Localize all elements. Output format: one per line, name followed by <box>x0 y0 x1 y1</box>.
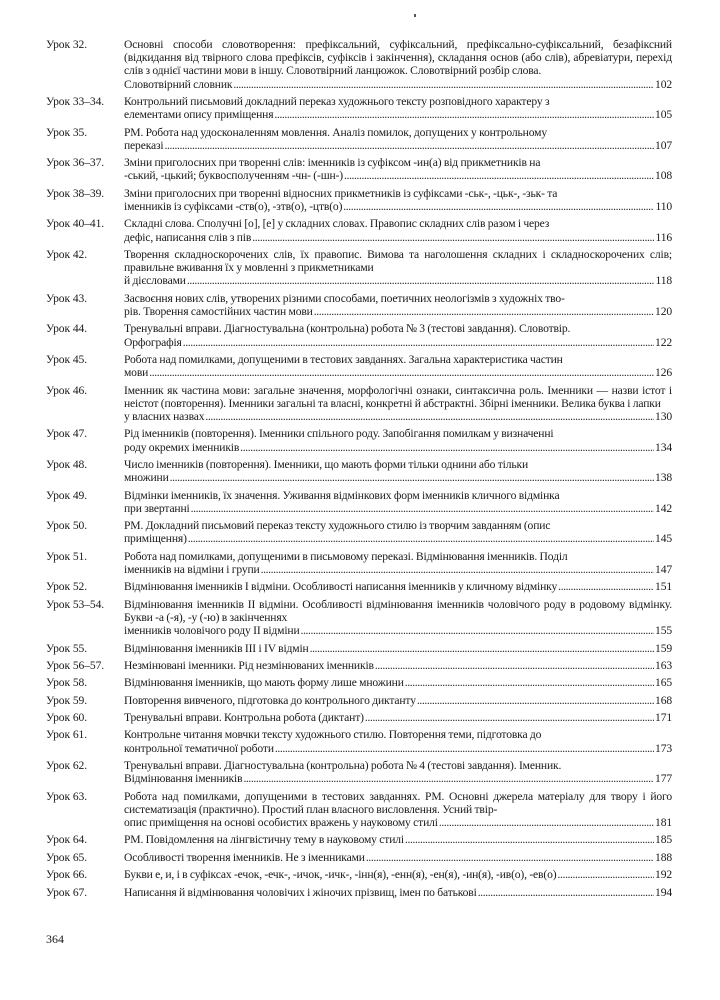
lesson-label: Урок 55. <box>46 641 88 655</box>
toc-entry <box>46 489 672 515</box>
entry-body <box>124 790 672 830</box>
dot-leader <box>191 502 654 515</box>
entry-body <box>124 851 672 864</box>
lesson-label: Урок 64. <box>46 833 88 847</box>
lesson-label: Урок 42. <box>46 247 88 261</box>
entry-last-line <box>124 78 672 91</box>
entry-body <box>124 353 672 379</box>
dot-leader <box>261 563 654 576</box>
entry-page-number: 107 <box>655 138 672 152</box>
toc-entry <box>46 790 672 830</box>
lesson-label: Урок 67. <box>46 885 88 899</box>
dot-leader <box>240 441 654 454</box>
entry-title-end: Словотвірний словник <box>124 77 233 91</box>
entry-title-text: Контрольне читання мовчки тексту художнього стилю. Повторення теми, підготовка до <box>124 728 542 742</box>
entry-page-number: 122 <box>655 335 672 349</box>
toc-entry <box>46 126 672 152</box>
entry-body <box>124 550 672 576</box>
entry-title-text: Робота над помилками, допущеними в тестових завданнях. РМ. Основні джерела матеріалу для твору і його систематизація (практично). Простий план власного висловлення. Усний твір- <box>124 789 672 816</box>
dot-leader <box>188 532 654 545</box>
entry-last-line <box>124 580 672 593</box>
toc-entry <box>46 519 672 545</box>
lesson-label: Урок 32. <box>46 38 88 51</box>
toc-entry <box>46 322 672 348</box>
entry-page-number: 155 <box>655 624 672 638</box>
toc-entry <box>46 642 672 655</box>
entry-title-end: іменників чоловічого роду II відміни <box>124 624 300 638</box>
entry-last-line <box>124 851 672 864</box>
dot-leader <box>343 200 654 213</box>
entry-last-line <box>124 441 672 454</box>
lesson-label: Урок 47. <box>46 427 88 441</box>
entry-last-line <box>124 563 672 576</box>
dot-leader <box>366 851 654 864</box>
entry-page-number: 134 <box>655 440 672 454</box>
toc-entry <box>46 868 672 881</box>
entry-title-end: Незмінювані іменники. Рід незмінюваних іменників <box>124 658 374 672</box>
entry-title-end: РМ. Повідомлення на лінгвістичну тему в науковому стилі <box>124 833 404 847</box>
lesson-label: Урок 60. <box>46 711 88 725</box>
lesson-label: Урок 44. <box>46 322 88 336</box>
entry-page-number: 188 <box>655 850 672 864</box>
entry-body <box>124 217 672 243</box>
entry-last-line <box>124 231 672 244</box>
entry-title-text: Рід іменників (повторення). Іменники спільного роду. Запобігання помилкам у визначенні <box>124 427 554 441</box>
lesson-label: Урок 66. <box>46 868 88 882</box>
entry-body <box>124 759 672 785</box>
lesson-label: Урок 52. <box>46 580 88 594</box>
lesson-label: Урок 43. <box>46 291 88 305</box>
entry-body <box>124 458 672 484</box>
entry-page-number: 120 <box>655 304 672 318</box>
entry-title-end: Відмінювання іменників <box>124 772 243 786</box>
entry-title-end: контрольної тематичної роботи <box>124 741 274 755</box>
entry-title-end: Написання й відмінювання чоловічих і жіночих прізвищ, імен по батькові <box>124 885 477 899</box>
toc-entry <box>46 659 672 672</box>
entry-last-line <box>124 200 672 213</box>
entry-title-end: -ський, -цький; буквосполученням -чн- (-шн-) <box>124 169 343 183</box>
entry-last-line <box>124 886 672 899</box>
entry-title-end: Відмінювання іменників I відміни. Особливості написання іменників у кличному відмінку <box>124 580 558 594</box>
toc-entry <box>46 217 672 243</box>
entry-page-number: 130 <box>655 409 672 423</box>
dot-leader <box>149 366 654 379</box>
lesson-label: Урок 33–34. <box>46 95 105 108</box>
entry-title-end: мови <box>124 366 149 380</box>
dot-leader <box>365 711 654 724</box>
lesson-label: Урок 46. <box>46 383 88 397</box>
entry-title-text: Контрольний письмовий докладний переказ художнього тексту розповідного характеру з <box>124 95 550 108</box>
dot-leader <box>165 139 655 152</box>
lesson-label: Урок 45. <box>46 352 88 366</box>
dot-leader <box>275 742 654 755</box>
lesson-label: Урок 38–39. <box>46 186 105 200</box>
entry-page-number: 151 <box>655 580 672 594</box>
toc-entry <box>46 458 672 484</box>
toc-entry <box>46 38 672 91</box>
dot-leader <box>310 642 654 655</box>
dot-leader <box>478 886 654 899</box>
dot-leader <box>301 624 655 637</box>
dot-leader <box>417 694 654 707</box>
entry-page-number: 165 <box>655 676 672 690</box>
entry-title-end: роду окремих іменників <box>124 440 240 454</box>
entry-page-number: 181 <box>655 816 672 830</box>
entry-title-end: Відмінювання іменників III і IV відмін <box>124 641 309 655</box>
entry-body <box>124 384 672 424</box>
entry-last-line <box>124 274 672 287</box>
entry-title-end: елементами опису приміщення <box>124 108 274 122</box>
dot-leader <box>344 169 654 182</box>
entry-title-text: Основні способи словотворення: префіксальний, суфіксальний, префіксально-суфіксальний, безафіксний (відкидання від твірного слова префіксів, суфіксів і закінчення), складання основ (або слів), абревіатури, перехід слів з однієї частини мови в іншу. Словотвірний ланцюжок. Словотвірний розбір слова. <box>124 38 672 78</box>
dot-leader <box>375 659 654 672</box>
lesson-label: Урок 63. <box>46 789 88 803</box>
entry-page-number: 102 <box>655 77 672 91</box>
entry-body <box>124 322 672 348</box>
lesson-label: Урок 36–37. <box>46 156 105 170</box>
lesson-label: Урок 59. <box>46 693 88 707</box>
entry-last-line <box>124 772 672 785</box>
lesson-label: Урок 56–57. <box>46 658 105 672</box>
entry-title-end: й дієсловами <box>124 274 186 288</box>
entry-last-line <box>124 471 672 484</box>
toc-entry <box>46 676 672 689</box>
entry-title-end: іменників на відміни і групи <box>124 562 260 576</box>
toc-entry <box>46 598 672 638</box>
entry-title-text: Засвоєння нових слів, утворених різними способами, поетичних неологізмів з художніх тво- <box>124 291 565 305</box>
entry-last-line <box>124 410 672 423</box>
entry-body <box>124 598 672 638</box>
lesson-label: Урок 35. <box>46 125 88 139</box>
entry-page-number: 194 <box>655 885 672 899</box>
entry-page-number: 126 <box>655 366 672 380</box>
lesson-label: Урок 61. <box>46 728 88 742</box>
entry-title-end: переказі <box>124 138 164 152</box>
entry-title-text: Робота над помилками, допущеними в письмовому переказі. Відмінювання іменників. Поділ <box>124 549 568 563</box>
toc-entry <box>46 886 672 899</box>
entry-page-number: 110 <box>655 199 672 213</box>
entry-title-text: Творення складноскорочених слів, їх правопис. Вимова та наголошення складних і складноскорочених слів; правильне вживання їх у мовленні з прикметниками <box>124 247 672 275</box>
entry-title-text: РМ. Докладний письмовий переказ тексту художнього стилю із творчим завданням (опис <box>124 519 551 533</box>
entry-title-text: Відмінки іменників, їх значення. Уживання відмінкових форм іменників кличного відмінка <box>124 488 560 502</box>
entry-title-text: Тренувальні вправи. Діагностувальна (контрольна) робота № 4 (тестові завдання). Іменник. <box>124 759 562 773</box>
entry-page-number: 105 <box>655 108 672 122</box>
lesson-label: Урок 49. <box>46 488 88 502</box>
toc-entry <box>46 248 672 288</box>
entry-page-number: 145 <box>655 532 672 546</box>
entry-last-line <box>124 659 672 672</box>
entry-last-line <box>124 868 672 881</box>
entry-page-number: 171 <box>655 711 672 725</box>
entry-title-end: Особливості творення іменників. Не з іменниками <box>124 850 365 864</box>
print-speck <box>414 14 416 17</box>
entry-last-line <box>124 642 672 655</box>
entry-title-end: у власних назвах <box>124 409 205 423</box>
entry-page-number: 138 <box>655 471 672 485</box>
dot-leader <box>243 772 654 785</box>
entry-title-end: Повторення вивченого, підготовка до контрольного диктанту <box>124 693 416 707</box>
entry-title-end: Тренувальні вправи. Контрольна робота (диктант) <box>124 711 364 725</box>
entry-last-line <box>124 366 672 379</box>
entry-title-end: при звертанні <box>124 501 190 515</box>
lesson-label: Урок 50. <box>46 519 88 533</box>
entry-body <box>124 292 672 318</box>
entry-last-line <box>124 336 672 349</box>
entry-title-end: множини <box>124 471 169 485</box>
entry-title-end: рів. Творення самостійних частин мови <box>124 304 313 318</box>
dot-leader <box>557 868 654 881</box>
toc-entry <box>46 759 672 785</box>
toc-entry <box>46 95 672 121</box>
entry-page-number: 163 <box>655 658 672 672</box>
dot-leader <box>405 833 654 846</box>
toc-entry <box>46 292 672 318</box>
entry-body <box>124 694 672 707</box>
dot-leader <box>558 580 654 593</box>
entry-last-line <box>124 833 672 846</box>
toc-entry <box>46 427 672 453</box>
entry-last-line <box>124 139 672 152</box>
entry-body <box>124 38 672 91</box>
lesson-label: Урок 62. <box>46 759 88 773</box>
lesson-label: Урок 58. <box>46 676 88 690</box>
dot-leader <box>205 410 654 423</box>
dot-leader <box>439 816 654 829</box>
entry-title-text: Відмінювання іменників II відміни. Особливості відмінювання іменників чоловічого роду в родовому відмінку. Букви -а (-я), -у (-ю) в закінченнях <box>124 597 672 624</box>
entry-title-text: Зміни приголосних при творенні слів: іменників із суфіксом -ин(а) від прикметників на <box>124 156 541 170</box>
entry-last-line <box>124 532 672 545</box>
dot-leader <box>183 336 654 349</box>
entry-body <box>124 868 672 881</box>
entry-last-line <box>124 742 672 755</box>
entry-page-number: 108 <box>655 169 672 183</box>
entry-page-number: 173 <box>655 741 672 755</box>
entry-last-line <box>124 502 672 515</box>
entry-body <box>124 711 672 724</box>
entry-body <box>124 833 672 846</box>
entry-title-end: іменників із суфіксами -ств(о), -зтв(о), -цтв(о) <box>124 199 343 213</box>
entry-title-end: дефіс, написання слів з пів <box>124 230 252 244</box>
toc-entry <box>46 187 672 213</box>
dot-leader <box>170 471 654 484</box>
entry-body <box>124 489 672 515</box>
toc-entry <box>46 711 672 724</box>
toc-entry <box>46 384 672 424</box>
entry-page-number: 192 <box>655 868 672 882</box>
table-of-contents <box>46 38 672 903</box>
dot-leader <box>187 274 655 287</box>
entry-page-number: 147 <box>655 562 672 576</box>
toc-entry <box>46 353 672 379</box>
entry-body <box>124 427 672 453</box>
entry-body <box>124 519 672 545</box>
entry-page-number: 116 <box>655 230 672 244</box>
toc-entry <box>46 851 672 864</box>
dot-leader <box>274 108 654 121</box>
entry-last-line <box>124 694 672 707</box>
entry-last-line <box>124 711 672 724</box>
entry-title-text: Складні слова. Сполучні [о], [е] у складних словах. Правопис складних слів разом і через <box>124 217 550 231</box>
entry-page-number: 185 <box>655 833 672 847</box>
entry-title-end: Відмінювання іменників, що мають форму лише множини <box>124 676 404 690</box>
entry-body <box>124 187 672 213</box>
page-number: 364 <box>46 932 64 946</box>
entry-last-line <box>124 816 672 829</box>
entry-title-end: Букви е, и, і в суфіксах -ечок, -ечк-, -ичок, -ичк-, -інн(я), -енн(я), -ен(я), -ин(я), -ив(о), -ев(о) <box>124 868 557 882</box>
dot-leader <box>314 305 654 318</box>
entry-last-line <box>124 676 672 689</box>
entry-title-end: опис приміщення на основі особистих вражень у науковому стилі <box>124 816 438 830</box>
entry-body <box>124 676 672 689</box>
entry-title-end: приміщення) <box>124 532 187 546</box>
toc-entry <box>46 156 672 182</box>
dot-leader <box>252 231 654 244</box>
toc-entry <box>46 580 672 593</box>
entry-page-number: 118 <box>655 274 672 288</box>
entry-title-text: Іменник як частина мови: загальне значення, морфологічні ознаки, синтаксична роль. Іменники — назви істот і неістот (повторення). Іменники загальні та власні, конкретні й абстрактні. Збірні іменники. Велика буква і лапки <box>124 383 672 410</box>
entry-title-text: Число іменників (повторення). Іменники, що мають форми тільки однини або тільки <box>124 457 529 471</box>
entry-page-number: 142 <box>655 501 672 515</box>
entry-title-end: Орфографія <box>124 335 182 349</box>
entry-body <box>124 95 672 121</box>
dot-leader <box>233 78 654 91</box>
toc-entry <box>46 550 672 576</box>
entry-body <box>124 156 672 182</box>
entry-body <box>124 248 672 288</box>
entry-page-number: 159 <box>655 641 672 655</box>
entry-title-text: РМ. Робота над удосконаленням мовлення. Аналіз помилок, допущених у контрольному <box>124 125 547 139</box>
entry-last-line <box>124 305 672 318</box>
dot-leader <box>405 676 654 689</box>
entry-last-line <box>124 624 672 637</box>
toc-entry <box>46 694 672 707</box>
entry-last-line <box>124 169 672 182</box>
entry-page-number: 168 <box>655 693 672 707</box>
lesson-label: Урок 51. <box>46 549 88 563</box>
entry-page-number: 177 <box>655 772 672 786</box>
toc-entry <box>46 833 672 846</box>
lesson-label: Урок 65. <box>46 850 88 864</box>
entry-body <box>124 126 672 152</box>
lesson-label: Урок 53–54. <box>46 597 105 611</box>
entry-title-text: Тренувальні вправи. Діагностувальна (контрольна) робота № 3 (тестові завдання). Словотвір. <box>124 322 571 336</box>
entry-body <box>124 728 672 754</box>
entry-title-text: Робота над помилками, допущеними в тестових завданнях. Загальна характеристика частин <box>124 352 563 366</box>
lesson-label: Урок 48. <box>46 457 88 471</box>
entry-body <box>124 886 672 899</box>
lesson-label: Урок 40–41. <box>46 217 105 231</box>
entry-body <box>124 642 672 655</box>
entry-body <box>124 659 672 672</box>
entry-last-line <box>124 108 672 121</box>
entry-body <box>124 580 672 593</box>
entry-title-text: Зміни приголосних при творенні відносних прикметників із суфіксами -ськ-, -цьк-, -зьк- та <box>124 186 558 200</box>
toc-entry <box>46 728 672 754</box>
